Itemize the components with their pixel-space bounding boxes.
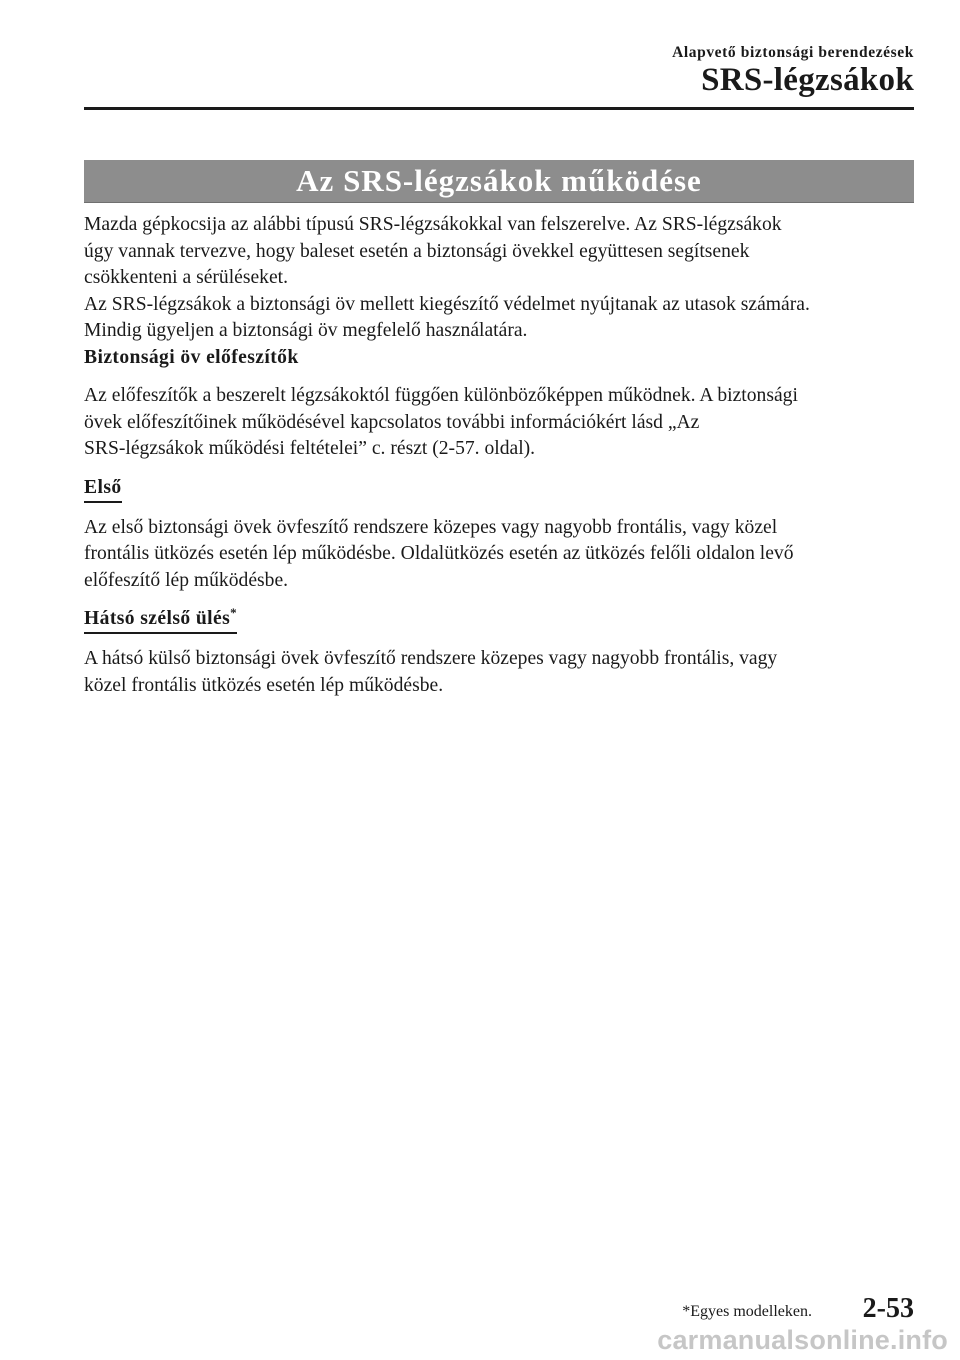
front-paragraph — [84, 515, 920, 595]
footnote: *Egyes modelleken. — [682, 1303, 812, 1320]
intro-paragraph-2 — [84, 292, 920, 345]
page-content — [84, 212, 920, 699]
section-title: Az SRS-légzsákok működése — [296, 163, 702, 198]
text-line: úgy vannak tervezve, hogy baleset esetén a biztonsági övekkel együttesen segítsenek — [84, 240, 750, 262]
text-line: Az SRS-légzsákok a biztonsági öv mellett kiegészítő védelmet nyújtanak az utasok számára. — [84, 293, 810, 315]
text-line: Mindig ügyeljen a biztonsági öv megfelelő használatára. — [84, 320, 528, 341]
watermark: carmanualsonline.info — [657, 1325, 948, 1355]
section-header-title: SRS-légzsákok — [701, 62, 914, 98]
pretensioners-heading: Biztonsági öv előfeszítők — [84, 346, 299, 368]
chapter-title: Alapvető biztonsági berendezések — [672, 44, 914, 61]
text-line: SRS-légzsákok működési feltételei” c. részt (2-57. oldal). — [84, 438, 536, 459]
intro-paragraph-1 — [84, 212, 920, 292]
text-line: frontális ütközés esetén lép működésbe. Oldalütközés esetén az ütközés felőli oldalon levő — [84, 543, 794, 564]
rear-heading-text: Hátsó szélső ülés — [84, 608, 231, 629]
text-line: csökkenteni a sérüléseket. — [84, 267, 289, 288]
rear-paragraph — [84, 646, 920, 699]
text-line: A hátsó külső biztonsági övek övfeszítő rendszere közepes vagy nagyobb frontális, vagy — [84, 648, 778, 669]
section-banner — [84, 160, 914, 203]
text-line: Az előfeszítők a beszerelt légzsákoktól függően különbözőképpen működnek. A biztonsági — [84, 385, 798, 406]
text-line: övek előfeszítőinek működésével kapcsolatos további információkért lásd „Az — [84, 411, 700, 433]
text-line: Mazda gépkocsija az alábbi típusú SRS-légzsákokkal van felszerelve. Az SRS-légzsákok — [84, 214, 782, 235]
text-line: előfeszítő lép működésbe. — [84, 569, 289, 591]
page-number: 2-53 — [862, 1293, 914, 1324]
page-header — [84, 0, 914, 112]
model-specific-marker: * — [230, 605, 238, 620]
header-divider — [84, 107, 914, 110]
text-line: közel frontális ütközés esetén lép működésbe. — [84, 674, 444, 696]
rear-heading — [84, 607, 237, 634]
text-line: Az első biztonsági övek övfeszítő rendszere közepes vagy nagyobb frontális, vagy közel — [84, 516, 778, 538]
pretensioners-paragraph — [84, 383, 920, 463]
front-heading: Első — [84, 476, 122, 503]
